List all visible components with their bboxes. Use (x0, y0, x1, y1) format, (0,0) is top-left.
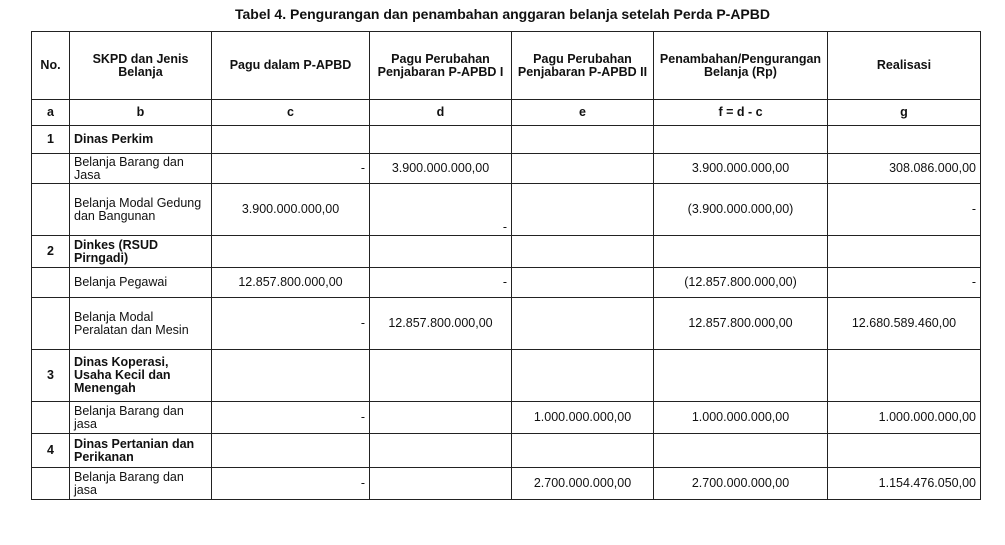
item-name: Belanja Barang dan jasa (70, 468, 212, 500)
cell-perubahan-2: 1.000.000.000,00 (512, 402, 654, 434)
cell-selisih: 1.000.000.000,00 (654, 402, 828, 434)
cell-pagu: 3.900.000.000,00 (212, 184, 370, 236)
header-perubahan-2: Pagu Perubahan Penjabaran P-APBD II (512, 32, 654, 100)
item-name: Belanja Modal Gedung dan Bangunan (70, 184, 212, 236)
group-row (32, 434, 981, 468)
header-pagu: Pagu dalam P-APBD (212, 32, 370, 100)
budget-table (31, 31, 981, 500)
cell-perubahan-2 (512, 268, 654, 298)
cell-pagu: 12.857.800.000,00 (212, 268, 370, 298)
cell-perubahan-1: - (370, 268, 512, 298)
group-number: 3 (32, 350, 70, 402)
cell-perubahan-2 (512, 184, 654, 236)
group-name: Dinas Perkim (70, 126, 212, 154)
item-name: Belanja Modal Peralatan dan Mesin (70, 298, 212, 350)
cell-perubahan-1 (370, 402, 512, 434)
cell-perubahan-1: 3.900.000.000,00 (370, 154, 512, 184)
cell-realisasi: 1.000.000.000,00 (828, 402, 981, 434)
cell-pagu: - (212, 154, 370, 184)
letter-c: c (212, 100, 370, 126)
group-name: Dinas Koperasi, Usaha Kecil dan Menengah (70, 350, 212, 402)
group-name: Dinkes (RSUD Pirngadi) (70, 236, 212, 268)
cell-selisih: 3.900.000.000,00 (654, 154, 828, 184)
cell-pagu: - (212, 298, 370, 350)
group-row (32, 126, 981, 154)
group-row (32, 350, 981, 402)
group-number: 1 (32, 126, 70, 154)
letter-g: g (828, 100, 981, 126)
table-row (32, 154, 981, 184)
group-row (32, 236, 981, 268)
group-number: 2 (32, 236, 70, 268)
cell-selisih: (3.900.000.000,00) (654, 184, 828, 236)
cell-realisasi: 308.086.000,00 (828, 154, 981, 184)
cell-realisasi: - (828, 268, 981, 298)
item-name: Belanja Pegawai (70, 268, 212, 298)
table-row (32, 268, 981, 298)
cell-perubahan-2: 2.700.000.000,00 (512, 468, 654, 500)
cell-realisasi: - (828, 184, 981, 236)
letter-b: b (70, 100, 212, 126)
group-name: Dinas Pertanian dan Perikanan (70, 434, 212, 468)
header-realisasi: Realisasi (828, 32, 981, 100)
header-no: No. (32, 32, 70, 100)
group-number: 4 (32, 434, 70, 468)
table-row (32, 184, 981, 236)
cell-perubahan-1: 12.857.800.000,00 (370, 298, 512, 350)
cell-perubahan-2 (512, 154, 654, 184)
letter-f: f = d - c (654, 100, 828, 126)
letter-d: d (370, 100, 512, 126)
header-selisih: Penambahan/Pengurangan Belanja (Rp) (654, 32, 828, 100)
cell-selisih: 12.857.800.000,00 (654, 298, 828, 350)
item-name: Belanja Barang dan jasa (70, 402, 212, 434)
item-name: Belanja Barang dan Jasa (70, 154, 212, 184)
table-row (32, 468, 981, 500)
header-skpd: SKPD dan Jenis Belanja (70, 32, 212, 100)
cell-selisih: 2.700.000.000,00 (654, 468, 828, 500)
cell-realisasi: 1.154.476.050,00 (828, 468, 981, 500)
cell-perubahan-1 (370, 468, 512, 500)
letter-e: e (512, 100, 654, 126)
cell-realisasi: 12.680.589.460,00 (828, 298, 981, 350)
cell-perubahan-1: - (370, 184, 512, 236)
cell-perubahan-2 (512, 298, 654, 350)
letter-a: a (32, 100, 70, 126)
cell-pagu: - (212, 468, 370, 500)
letter-row (32, 100, 981, 126)
cell-selisih: (12.857.800.000,00) (654, 268, 828, 298)
cell-pagu: - (212, 402, 370, 434)
header-perubahan-1: Pagu Perubahan Penjabaran P-APBD I (370, 32, 512, 100)
table-row (32, 298, 981, 350)
table-row (32, 402, 981, 434)
header-row (32, 32, 981, 100)
table-title: Tabel 4. Pengurangan dan penambahan anggaran belanja setelah Perda P-APBD (235, 6, 770, 22)
